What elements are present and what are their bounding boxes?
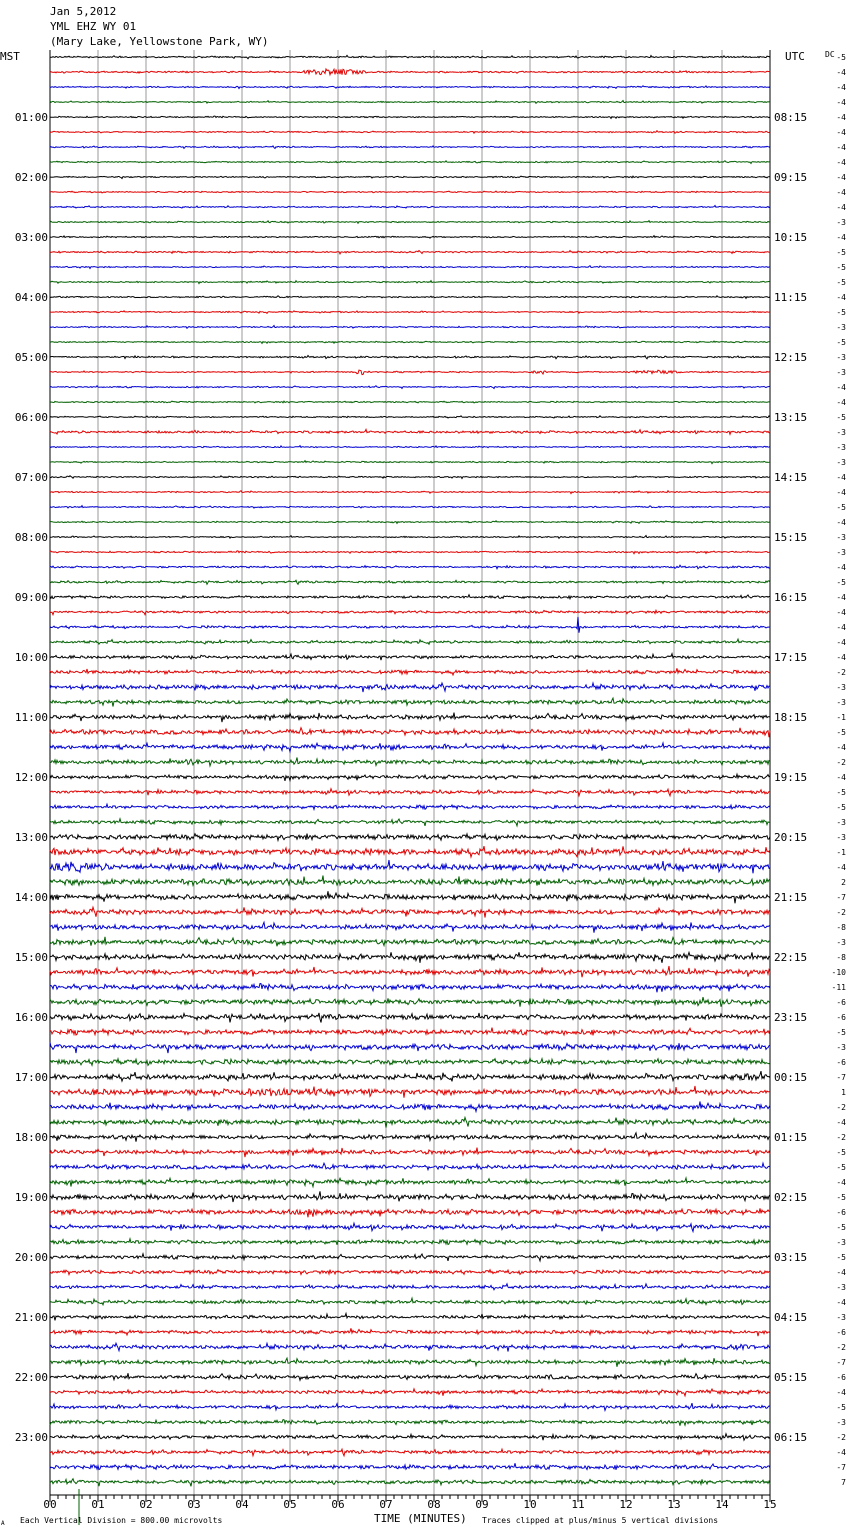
left-hour-label: 13:00 [14,831,48,844]
right-hour-label: 18:15 [774,711,808,724]
trace-line [50,476,770,479]
clip-note: Traces clipped at plus/minus 5 vertical divisions [482,1516,719,1525]
trace-line [50,1133,770,1142]
left-hour-label: 23:00 [14,1431,48,1444]
right-hour-label: 22:15 [774,951,808,964]
trace-line [50,206,770,209]
dc-offset-label: -3 [836,698,846,707]
trace-line [50,116,770,118]
dc-offset-label: -4 [836,293,846,302]
trace-line [50,834,770,841]
dc-offset-label: -4 [836,1268,846,1277]
trace-line [50,461,770,464]
trace-line [50,743,770,752]
x-tick-label: 06 [331,1498,345,1511]
dc-offset-label: -3 [836,833,846,842]
dc-offset-label: -6 [836,1013,846,1022]
left-hour-label: 15:00 [14,951,48,964]
trace-line [50,296,770,299]
dc-offset-label: -5 [836,278,846,287]
dc-offset-label: -6 [836,1328,846,1337]
dc-offset-label: -5 [836,728,846,737]
trace-line [50,1102,770,1112]
trace-line [50,1270,770,1275]
right-hour-label: 10:15 [774,231,808,244]
dc-offset-label: -3 [836,1238,846,1247]
trace-line [50,176,770,178]
x-axis-label: TIME (MINUTES) [374,1512,467,1525]
trace-line [50,536,770,539]
dc-offset-label: -4 [836,563,846,572]
trace-line [50,1178,770,1187]
left-hour-label: 07:00 [14,471,48,484]
trace-line [50,1373,770,1380]
trace-line [50,819,770,826]
x-tick-label: 12 [619,1498,633,1511]
x-tick-label: 15 [763,1498,777,1511]
trace-line [50,146,770,149]
dc-offset-label: -4 [836,773,846,782]
left-timezone-label: MST [0,50,20,63]
right-hour-label: 11:15 [774,291,808,304]
dc-offset-label: -4 [836,83,846,92]
dc-offset-label: -11 [831,983,846,992]
trace-line [50,1284,770,1290]
dc-offset-label: -4 [836,98,846,107]
trace-line [50,370,770,375]
trace-line [50,1298,770,1305]
left-hour-label: 18:00 [14,1131,48,1144]
trace-line [50,1028,770,1036]
trace-line [50,521,770,524]
trace-line [50,326,770,329]
trace-line [50,789,770,796]
trace-line [50,251,770,254]
trace-line [50,580,770,584]
right-hour-label: 00:15 [774,1071,808,1084]
trace-line [50,1208,770,1217]
dc-offset-label: -4 [836,473,846,482]
left-hour-label: 20:00 [14,1251,48,1264]
dc-offset-label: 1 [841,1088,846,1097]
trace-line [50,922,770,932]
dc-offset-label: -5 [836,578,846,587]
trace-line [50,1118,770,1128]
dc-offset-label: -3 [836,818,846,827]
trace-line [50,236,770,239]
right-hour-label: 01:15 [774,1131,808,1144]
trace-line [50,891,770,903]
dc-offset-label: -4 [836,608,846,617]
axes [15,53,846,1525]
right-hour-label: 06:15 [774,1431,808,1444]
right-hour-label: 20:15 [774,831,808,844]
trace-line [50,1042,770,1053]
trace-line [50,617,770,633]
left-hour-label: 12:00 [14,771,48,784]
trace-line [50,1254,770,1261]
left-hour-label: 10:00 [14,651,48,664]
right-hour-label: 13:15 [774,411,808,424]
trace-line [50,984,770,993]
dc-offset-label: -3 [836,353,846,362]
dc-offset-label: -5 [836,503,846,512]
trace-line [50,416,770,418]
dc-offset-label: -6 [836,1373,846,1382]
right-hour-label: 21:15 [774,891,808,904]
dc-offset-label: -5 [836,338,846,347]
seismogram-traces [50,55,770,1486]
dc-offset-label: -3 [836,323,846,332]
trace-line [50,654,770,660]
dc-offset-label: -3 [836,1283,846,1292]
left-hour-label: 16:00 [14,1011,48,1024]
dc-offset-label: -2 [836,668,846,677]
dc-offset-label: -4 [836,143,846,152]
dc-offset-label: -4 [836,1448,846,1457]
trace-line [50,266,770,269]
dc-offset-label: -3 [836,1043,846,1052]
trace-line [50,1358,770,1367]
dc-offset-label: -5 [836,1193,846,1202]
dc-offset-label: -4 [836,623,846,632]
trace-line [50,161,770,164]
trace-line [50,1328,770,1336]
dc-offset-label: -6 [836,998,846,1007]
dc-offset-label: -3 [836,938,846,947]
trace-line [50,728,770,738]
dc-offset-label: -3 [836,1313,846,1322]
trace-line [50,966,770,977]
trace-line [50,1148,770,1158]
x-tick-label: 04 [235,1498,249,1511]
dc-offset-label: -4 [836,1118,846,1127]
dc-offset-label: -4 [836,158,846,167]
dc-offset-label: -5 [836,248,846,257]
dc-offset-label: -1 [836,713,846,722]
dc-offset-label: 2 [841,878,846,887]
left-hour-label: 04:00 [14,291,48,304]
trace-line [50,952,770,963]
right-hour-label: 09:15 [774,171,808,184]
dc-offset-label: -5 [836,1028,846,1037]
dc-offset-label: -3 [836,1418,846,1427]
dc-offset-label: -3 [836,428,846,437]
dc-offset-label: -5 [836,1253,846,1262]
dc-offset-label: -4 [836,743,846,752]
x-tick-label: 14 [715,1498,729,1511]
trace-line [50,1223,770,1231]
right-hour-label: 02:15 [774,1191,808,1204]
trace-line [50,506,770,509]
trace-line [50,860,770,873]
dc-offset-label: -6 [836,1208,846,1217]
dc-offset-label: -3 [836,458,846,467]
dc-offset-label: -2 [836,908,846,917]
left-hour-label: 21:00 [14,1311,48,1324]
x-tick-label: 00 [43,1498,57,1511]
dc-offset-label: -4 [836,398,846,407]
trace-line [50,758,770,766]
dc-offset-label: -4 [836,653,846,662]
dc-offset-label: -5 [836,1403,846,1412]
dc-offset-label: -8 [836,923,846,932]
trace-line [50,1343,770,1351]
trace-line [50,86,770,89]
x-tick-label: 02 [139,1498,153,1511]
trace-line [50,907,770,917]
trace-line [50,1071,770,1081]
right-hour-label: 05:15 [774,1371,808,1384]
trace-line [50,595,770,599]
scale-note: Each Vertical Division = 800.00 microvolts [20,1516,223,1525]
left-hour-label: 01:00 [14,111,48,124]
dc-offset-label: -2 [836,1103,846,1112]
x-tick-label: 11 [571,1498,585,1511]
dc-offset-label: -4 [836,128,846,137]
trace-line [50,491,770,494]
dc-offset-label: -4 [836,233,846,242]
dc-offset-label: -3 [836,368,846,377]
right-timezone-label: UTC [785,50,805,63]
trace-line [50,683,770,692]
dc-offset-label: -3 [836,218,846,227]
right-hour-label: 16:15 [774,591,808,604]
dc-offset-label: -7 [836,1358,846,1367]
dc-offset-label: -6 [836,1058,846,1067]
dc-offset-label: -2 [836,1343,846,1352]
trace-line [50,446,770,448]
dc-label: DC [825,50,835,59]
trace-line [50,311,770,314]
dc-offset-label: -5 [836,53,846,62]
dc-offset-label: -4 [836,518,846,527]
trace-line [50,221,770,224]
trace-line [50,341,770,343]
dc-offset-label: -4 [836,188,846,197]
left-hour-label: 05:00 [14,351,48,364]
dc-offset-label: -7 [836,1073,846,1082]
trace-line [50,1420,770,1426]
left-hour-label: 03:00 [14,231,48,244]
left-hour-label: 14:00 [14,891,48,904]
left-hour-label: 08:00 [14,531,48,544]
dc-offset-label: -1 [836,848,846,857]
x-tick-label: 05 [283,1498,297,1511]
dc-offset-label: -10 [831,968,846,977]
right-hour-label: 04:15 [774,1311,808,1324]
trace-line [50,846,770,857]
trace-line [50,429,770,434]
left-hour-label: 09:00 [14,591,48,604]
trace-line [50,937,770,947]
dc-offset-label: -4 [836,1388,846,1397]
trace-line [50,1239,770,1245]
dc-offset-label: -4 [836,1298,846,1307]
trace-line [50,1463,770,1470]
x-tick-label: 10 [523,1498,537,1511]
left-hour-label: 11:00 [14,711,48,724]
dc-offset-label: -3 [836,683,846,692]
trace-line [50,1389,770,1396]
right-hour-label: 14:15 [774,471,808,484]
right-hour-label: 15:15 [774,531,808,544]
dc-offset-label: -5 [836,1223,846,1232]
dc-offset-label: -5 [836,308,846,317]
dc-offset-label: -2 [836,1433,846,1442]
dc-offset-label: -3 [836,533,846,542]
trace-line [50,1086,770,1098]
trace-line [50,1191,770,1202]
dc-offset-label: -5 [836,803,846,812]
left-hour-label: 06:00 [14,411,48,424]
station-label: YML EHZ WY 01 [50,20,137,33]
x-tick-label: 07 [379,1498,393,1511]
trace-line [50,565,770,569]
trace-line [50,1479,770,1487]
trace-line [50,668,770,675]
dc-offset-label: -4 [836,68,846,77]
trace-line [50,997,770,1007]
dc-offset-label: 7 [841,1478,846,1487]
trace-line [50,639,770,644]
dc-offset-label: -3 [836,443,846,452]
trace-line [50,1449,770,1456]
right-hour-label: 03:15 [774,1251,808,1264]
trace-line [50,698,770,706]
trace-line [50,386,770,389]
trace-line [50,101,770,104]
dc-offset-label: -5 [836,413,846,422]
left-hour-label: 22:00 [14,1371,48,1384]
right-hour-label: 12:15 [774,351,808,364]
trace-line [50,401,770,403]
x-tick-label: 13 [667,1498,681,1511]
left-hour-label: 17:00 [14,1071,48,1084]
trace-line [50,69,770,75]
dc-offset-label: -8 [836,953,846,962]
dc-offset-label: -4 [836,638,846,647]
trace-line [50,191,770,193]
dc-offset-label: -5 [836,1163,846,1172]
dc-offset-label: -4 [836,173,846,182]
trace-line [50,1314,770,1321]
right-hour-label: 17:15 [774,651,808,664]
dc-offset-label: -4 [836,383,846,392]
x-tick-label: 01 [91,1498,105,1511]
trace-line [50,55,770,58]
dc-offset-label: -2 [836,1133,846,1142]
x-tick-label: 03 [187,1498,201,1511]
dc-offset-label: -3 [836,548,846,557]
dc-offset-label: -4 [836,863,846,872]
trace-line [50,713,770,723]
trace-line [50,1403,770,1410]
trace-line [50,1013,770,1023]
trace-line [50,131,770,134]
trace-line [50,1434,770,1441]
right-hour-label: 19:15 [774,771,808,784]
trace-line [50,876,770,886]
left-hour-label: 19:00 [14,1191,48,1204]
dc-offset-label: -4 [836,1178,846,1187]
dc-offset-label: -5 [836,1148,846,1157]
dc-offset-label: -4 [836,488,846,497]
date-label: Jan 5,2012 [50,5,117,18]
corner-mark: A [1,1520,5,1527]
trace-line [50,356,770,359]
dc-offset-label: -5 [836,263,846,272]
location-label: (Mary Lake, Yellowstone Park, WY) [50,35,269,48]
trace-line [50,774,770,781]
dc-offset-label: -2 [836,758,846,767]
dc-offset-label: -4 [836,203,846,212]
right-hour-label: 08:15 [774,111,808,124]
trace-line [50,551,770,554]
dc-offset-label: -5 [836,788,846,797]
trace-line [50,804,770,809]
left-hour-label: 02:00 [14,171,48,184]
dc-offset-label: -7 [836,893,846,902]
dc-offset-label: -4 [836,113,846,122]
dc-offset-label: -4 [836,593,846,602]
x-tick-label: 09 [475,1498,489,1511]
x-tick-label: 08 [427,1498,441,1511]
trace-line [50,610,770,614]
trace-line [50,1058,770,1065]
right-hour-label: 23:15 [774,1011,808,1024]
trace-line [50,281,770,284]
trace-line [50,1163,770,1170]
dc-offset-label: -7 [836,1463,846,1472]
